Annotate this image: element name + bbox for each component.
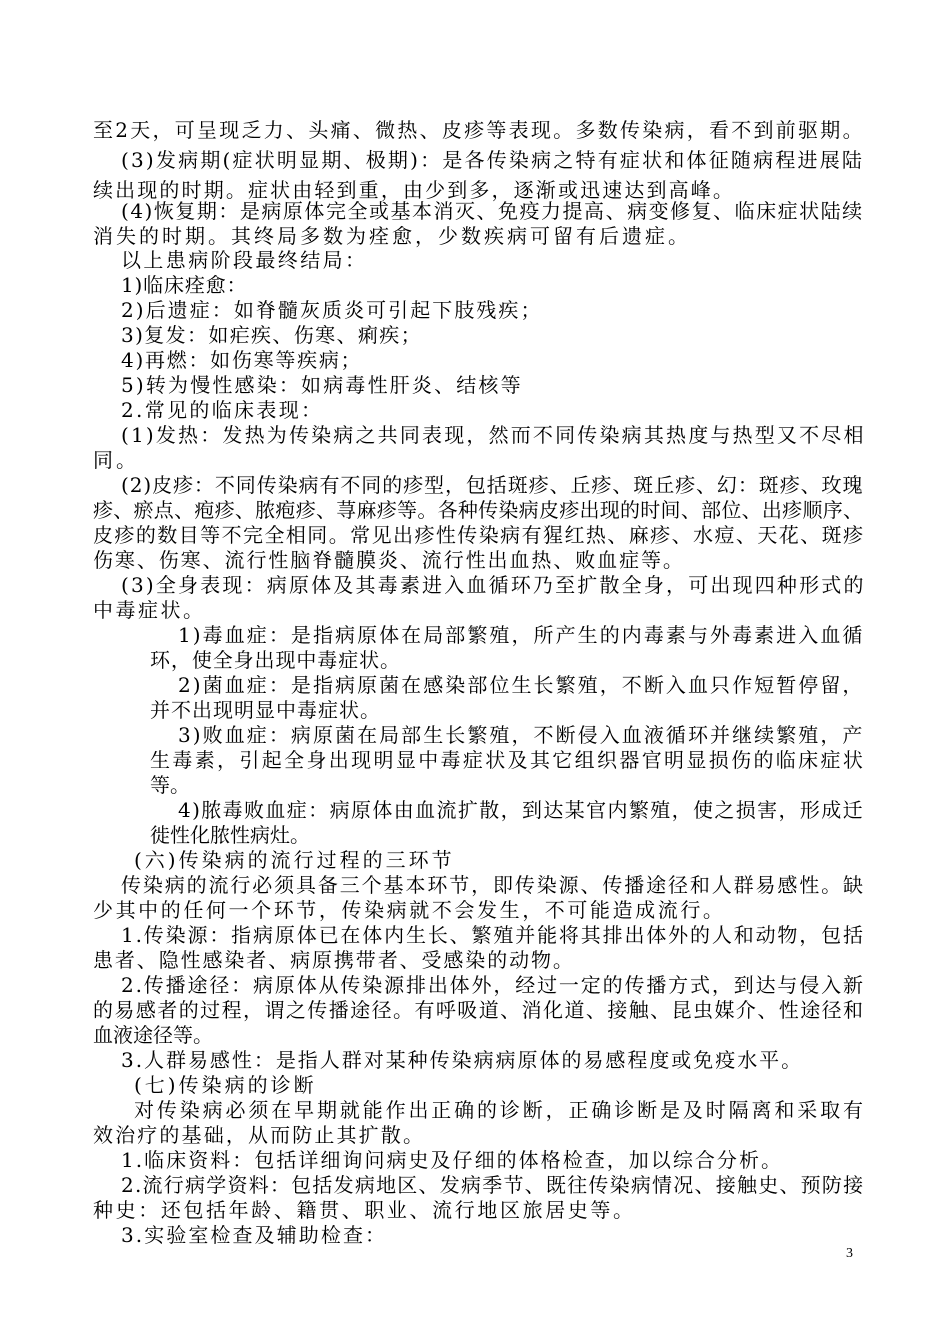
text-line: 4)再燃：如伤寒等疾病；: [121, 348, 363, 372]
text-line: 1.临床资料：包括详细询问病史及仔细的体格检查，加以综合分析。: [121, 1148, 784, 1172]
section-heading: (六)传染病的流行过程的三环节: [134, 848, 455, 872]
text-line: 至2天，可呈现乏力、头痛、微热、皮疹等表现。多数传染病，看不到前驱期。: [93, 118, 865, 142]
text-line: 2.流行病学资料：包括发病地区、发病季节、既往传染病情况、接触史、预防接: [121, 1173, 865, 1197]
text-line: 徙性化脓性病灶。: [150, 823, 310, 847]
text-line: 2)后遗症：如脊髓灰质炎可引起下肢残疾；: [121, 298, 543, 322]
text-line: 1.传染源：指病原体已在体内生长、繁殖并能将其排出体外的人和动物，包括: [121, 923, 865, 947]
text-line: 血液途径等。: [93, 1023, 213, 1047]
text-line: 1)毒血症：是指病原体在局部繁殖，所产生的内毒素与外毒素进入血循: [178, 623, 865, 647]
text-line: 5)转为慢性感染：如病毒性肝炎、结核等: [121, 373, 523, 397]
text-line: (3)全身表现：病原体及其毒素进入血循环乃至扩散全身，可出现四种形式的: [121, 573, 866, 597]
text-line: 3)败血症：病原菌在局部生长繁殖，不断侵入血液循环并继续繁殖，产: [178, 723, 865, 747]
text-line: 的易感者的过程，谓之传播途径。有呼吸道、消化道、接触、昆虫媒介、性途径和: [93, 998, 865, 1022]
text-line: 4)脓毒败血症：病原体由血流扩散，到达某官内繁殖，使之损害，形成迁: [178, 798, 865, 822]
text-line: 效治疗的基础，从而防止其扩散。: [93, 1123, 426, 1147]
text-line: (3)发病期(症状明显期、极期)：是各传染病之特有症状和体征随病程进展陆: [121, 148, 865, 172]
text-line: 伤寒、伤寒、流行性脑脊髓膜炎、流行性出血热、败血症等。: [93, 548, 685, 572]
text-line: 1)临床痊愈：: [121, 273, 248, 297]
text-line: 患者、隐性感染者、病原携带者、受感染的动物。: [93, 948, 575, 972]
text-line: 3.实验室检查及辅助检查：: [121, 1223, 388, 1247]
text-line: 皮疹的数目等不完全相同。常见出疹性传染病有猩红热、麻疹、水痘、天花、斑疹: [93, 523, 865, 547]
text-line: 少其中的任何一个环节，传染病就不会发生，不可能造成流行。: [93, 898, 726, 922]
text-line: 消失的时期。其终局多数为痊愈，少数疾病可留有后遗症。: [93, 224, 691, 248]
text-line: 同。: [93, 448, 139, 472]
text-line: 3.人群易感性：是指人群对某种传染病病原体的易感程度或免疫水平。: [121, 1048, 804, 1072]
text-line: 疹、瘀点、疱疹、脓疱疹、荨麻疹等。各种传染病皮疹出现的时间、部位、出疹顺序、: [93, 498, 864, 522]
text-line: 以上患病阶段最终结局：: [121, 248, 368, 272]
text-line: 等。: [150, 773, 190, 797]
text-line: 2.常见的临床表现：: [121, 398, 324, 422]
text-line: 2.传播途径：病原体从传染源排出体外，经过一定的传播方式，到达与侵入新: [121, 973, 865, 997]
text-line: 续出现的时期。症状由轻到重，由少到多，逐渐或迅速达到高峰。: [93, 178, 736, 202]
text-line: 中毒症状。: [93, 598, 206, 622]
section-heading: (七)传染病的诊断: [134, 1073, 317, 1097]
text-line: 环，使全身出现中毒症状。: [150, 648, 401, 672]
text-line: 种史：还包括年龄、籍贯、职业、流行地区旅居史等。: [93, 1198, 636, 1222]
text-line: 2)菌血症：是指病原菌在感染部位生长繁殖，不断入血只作短暂停留，: [178, 673, 865, 697]
page-number: 3: [846, 1246, 853, 1261]
text-line: 对传染病必须在早期就能作出正确的诊断，正确诊断是及时隔离和采取有: [134, 1098, 866, 1122]
text-line: 传染病的流行必须具备三个基本环节，即传染源、传播途径和人群易感性。缺: [121, 873, 865, 897]
text-line: 并不出现明显中毒症状。: [150, 698, 381, 722]
text-line: 生毒素，引起全身出现明显中毒症状及其它组织器官明显损伤的临床症状: [150, 748, 866, 772]
text-line: (1)发热：发热为传染病之共同表现，然而不同传染病其热度与热型又不尽相: [121, 423, 866, 447]
text-line: 3)复发：如疟疾、伤寒、痢疾；: [121, 323, 422, 347]
text-line: (4)恢复期：是病原体完全或基本消灭、免疫力提高、病变修复、临床症状陆续: [121, 199, 864, 223]
text-line: (2)皮疹：不同传染病有不同的疹型，包括斑疹、丘疹、斑丘疹、幻：斑疹、玫瑰: [121, 473, 864, 497]
